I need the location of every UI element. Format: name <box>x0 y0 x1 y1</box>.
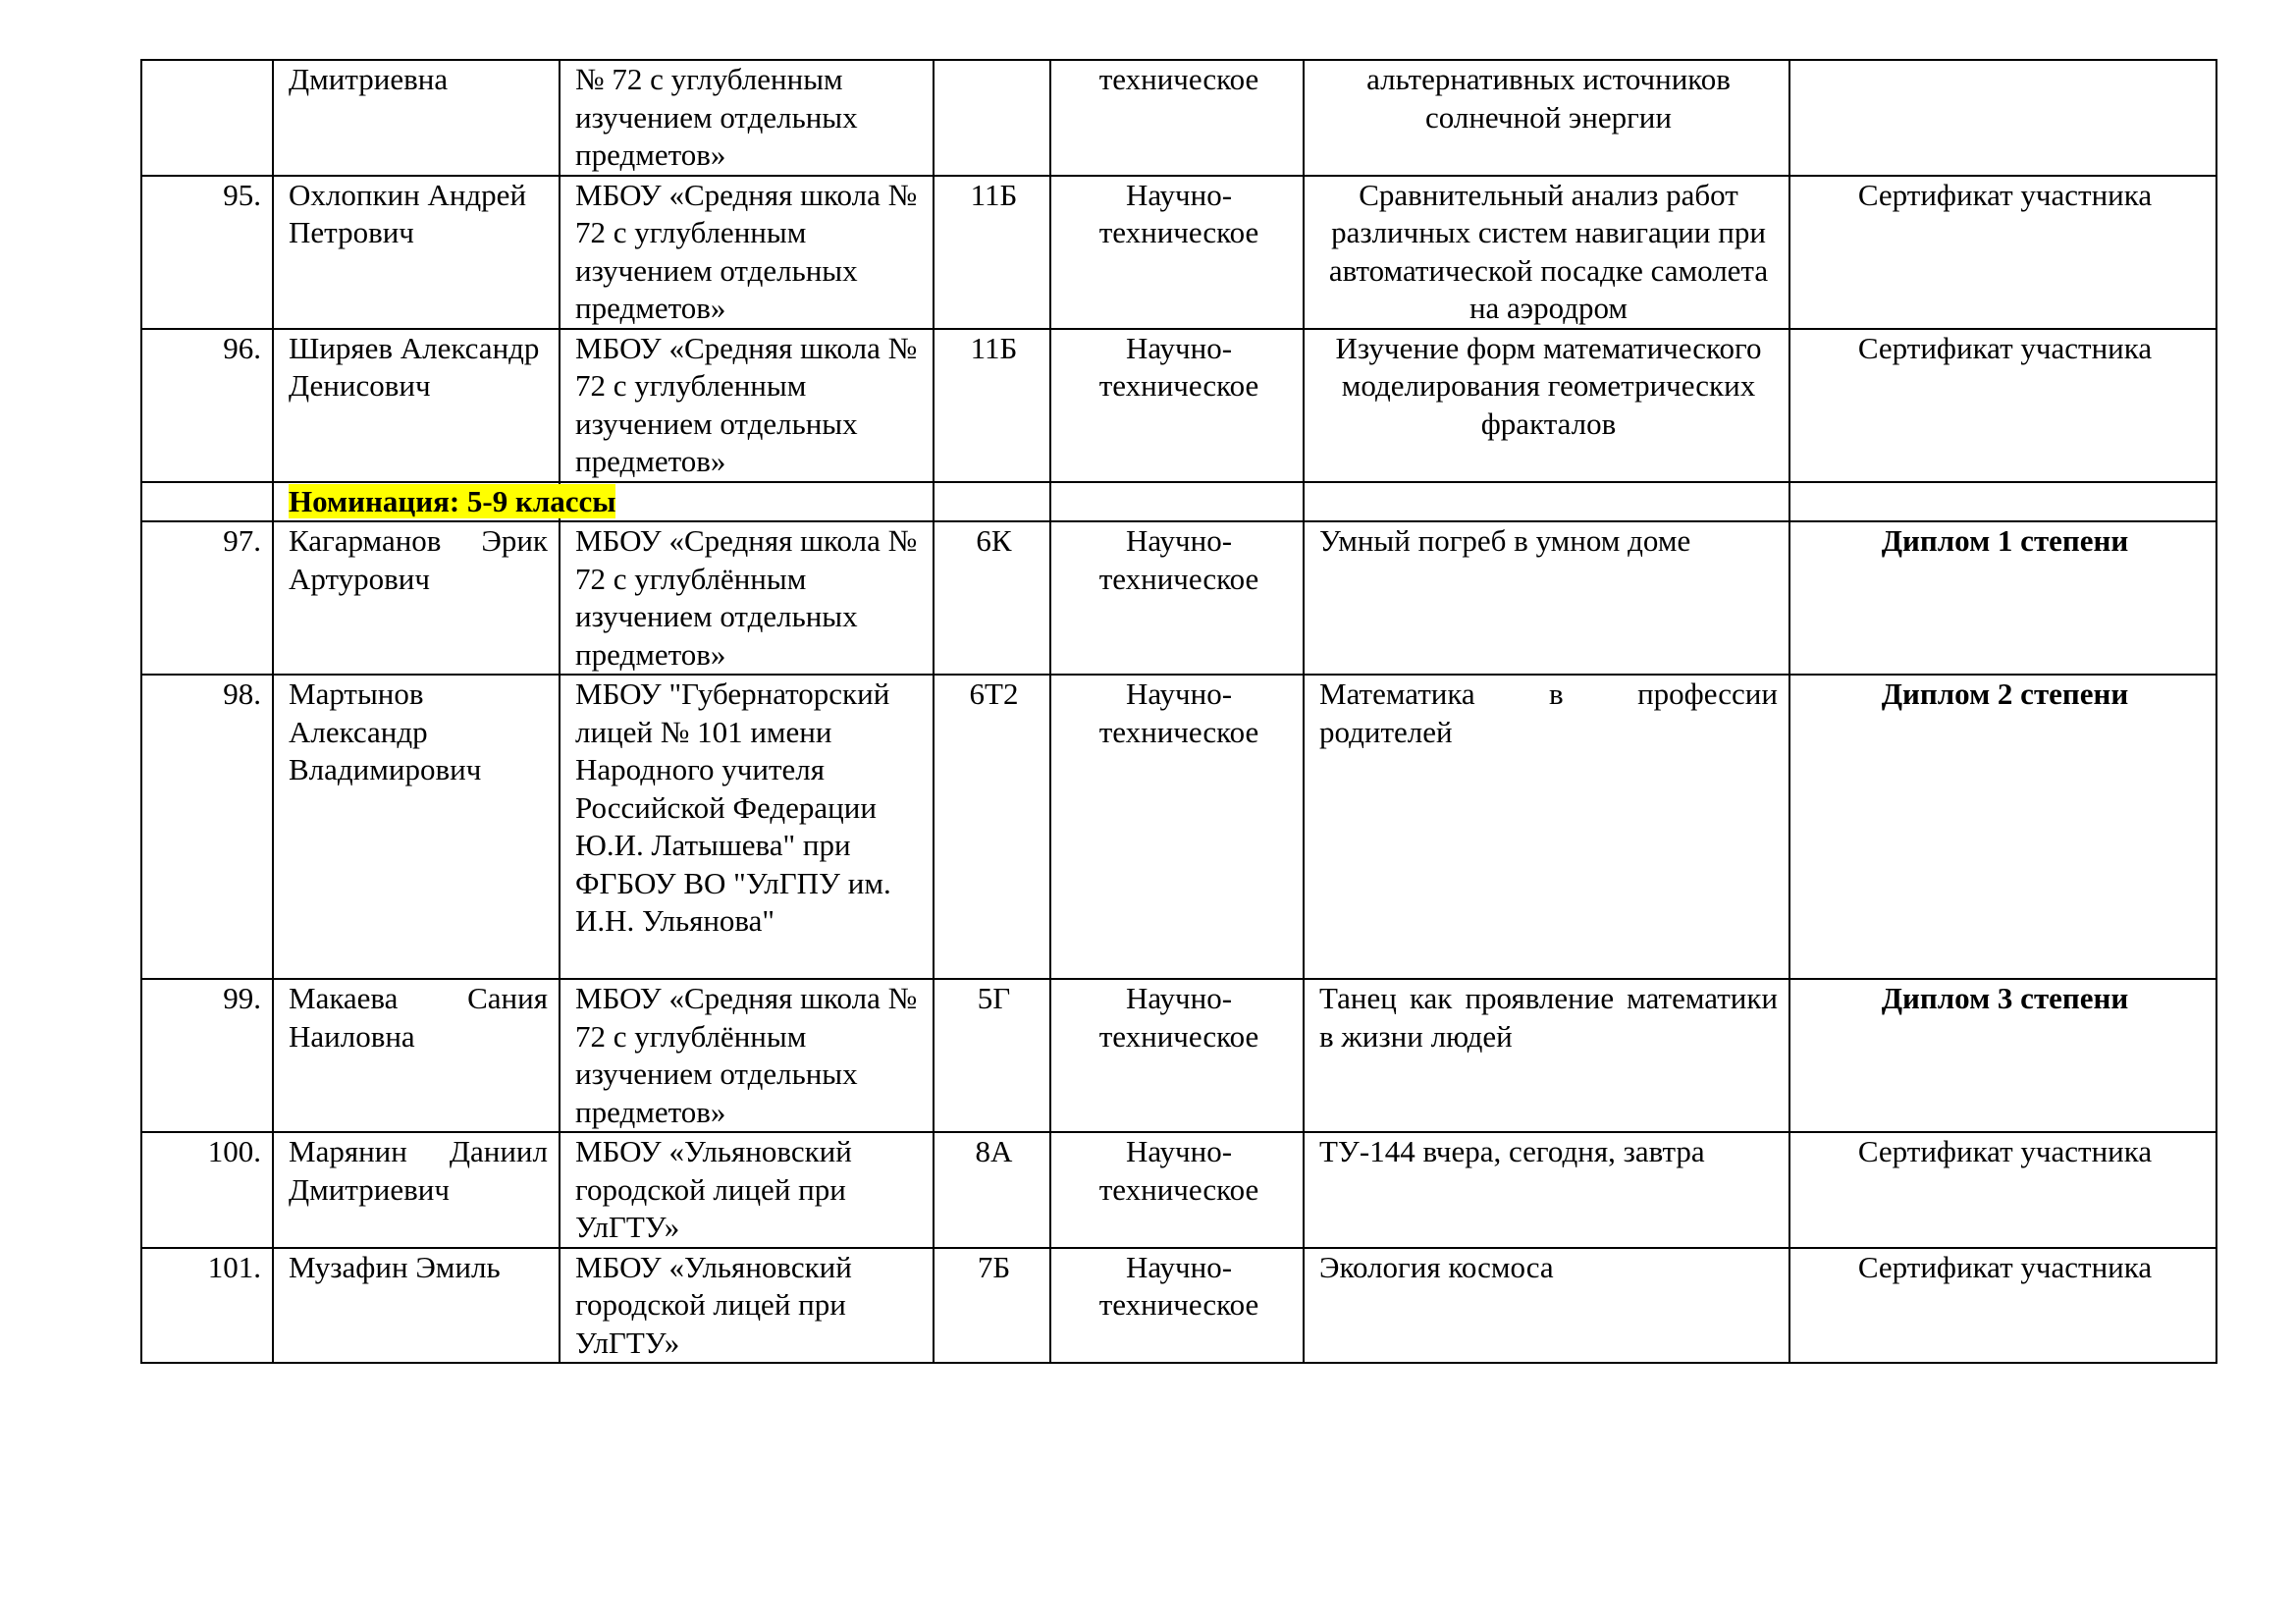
topic-cell: ТУ-144 вчера, сегодня, завтра <box>1304 1132 1789 1248</box>
table-row <box>141 329 2216 482</box>
participant-name-cell: Дмитриевна <box>273 60 560 176</box>
table-row <box>141 1248 2216 1364</box>
direction-cell <box>1050 482 1304 522</box>
class-cell: 11Б <box>934 329 1050 482</box>
table-row <box>141 521 2216 675</box>
participant-name-cell: Охлопкин Андрей Петрович <box>273 176 560 329</box>
table-row <box>141 1132 2216 1248</box>
row-number-cell: 96. <box>141 329 273 482</box>
class-cell <box>934 60 1050 176</box>
direction-cell: Научно-техническое <box>1050 1248 1304 1364</box>
row-number-cell: 97. <box>141 521 273 675</box>
row-number-cell <box>141 60 273 176</box>
result-cell: Сертификат участника <box>1789 176 2216 329</box>
class-cell: 6К <box>934 521 1050 675</box>
result-cell: Диплом 3 степени <box>1789 979 2216 1132</box>
row-number-cell <box>141 482 273 522</box>
topic-cell: Умный погреб в умном доме <box>1304 521 1789 675</box>
topic-cell: Математика в профессии родителей <box>1304 675 1789 979</box>
school-cell: МБОУ «Средняя школа № 72 с углублённым изучением отдельных предметов» <box>560 521 934 675</box>
participant-name-cell: Макаева Сания Наиловна <box>273 979 560 1132</box>
row-number-cell: 100. <box>141 1132 273 1248</box>
direction-cell: техническое <box>1050 60 1304 176</box>
result-cell: Сертификат участника <box>1789 329 2216 482</box>
participant-name-cell: Марянин Даниил Дмитриевич <box>273 1132 560 1248</box>
topic-cell: Танец как проявление математики в жизни людей <box>1304 979 1789 1132</box>
class-cell: 6Т2 <box>934 675 1050 979</box>
table-row <box>141 60 2216 176</box>
result-cell: Диплом 2 степени <box>1789 675 2216 979</box>
school-cell: № 72 с углубленным изучением отдельных предметов» <box>560 60 934 176</box>
participant-name-cell: Кагарманов Эрик Артурович <box>273 521 560 675</box>
topic-cell: Экология космоса <box>1304 1248 1789 1364</box>
participant-name-cell: Мартынов Александр Владимирович <box>273 675 560 979</box>
class-cell <box>934 482 1050 522</box>
direction-cell: Научно-техническое <box>1050 1132 1304 1248</box>
topic-cell: альтернативных источников солнечной энергии <box>1304 60 1789 176</box>
result-cell <box>1789 60 2216 176</box>
direction-cell: Научно-техническое <box>1050 176 1304 329</box>
class-cell: 11Б <box>934 176 1050 329</box>
result-cell: Сертификат участника <box>1789 1132 2216 1248</box>
result-cell: Сертификат участника <box>1789 1248 2216 1364</box>
row-number-cell: 95. <box>141 176 273 329</box>
row-number-cell: 99. <box>141 979 273 1132</box>
table-row <box>141 979 2216 1132</box>
school-cell: МБОУ «Ульяновский городской лицей при УлГТУ» <box>560 1248 934 1364</box>
class-cell: 8А <box>934 1132 1050 1248</box>
topic-cell: Изучение форм математического моделирования геометрических фракталов <box>1304 329 1789 482</box>
table-row <box>141 176 2216 329</box>
school-cell <box>560 482 934 522</box>
class-cell: 7Б <box>934 1248 1050 1364</box>
result-cell <box>1789 482 2216 522</box>
participant-name-cell: Ширяев Александр Денисович <box>273 329 560 482</box>
nomination-row <box>141 482 2216 522</box>
topic-cell <box>1304 482 1789 522</box>
direction-cell: Научно-техническое <box>1050 521 1304 675</box>
direction-cell: Научно-техническое <box>1050 675 1304 979</box>
class-cell: 5Г <box>934 979 1050 1132</box>
participant-name-cell: Музафин Эмиль <box>273 1248 560 1364</box>
result-cell: Диплом 1 степени <box>1789 521 2216 675</box>
nomination-label: Номинация: 5-9 классы <box>289 483 616 518</box>
school-cell: МБОУ "Губернаторский лицей № 101 имени Народного учителя Российской Федерации Ю.И. Латышева" при ФГБОУ ВО "УлГПУ им. И.Н. Ульянова" <box>560 675 934 979</box>
row-number-cell: 98. <box>141 675 273 979</box>
direction-cell: Научно-техническое <box>1050 979 1304 1132</box>
school-cell: МБОУ «Средняя школа № 72 с углубленным изучением отдельных предметов» <box>560 329 934 482</box>
school-cell: МБОУ «Средняя школа № 72 с углубленным изучением отдельных предметов» <box>560 176 934 329</box>
row-number-cell: 101. <box>141 1248 273 1364</box>
direction-cell: Научно-техническое <box>1050 329 1304 482</box>
school-cell: МБОУ «Ульяновский городской лицей при УлГТУ» <box>560 1132 934 1248</box>
table-row <box>141 675 2216 979</box>
school-cell: МБОУ «Средняя школа № 72 с углублённым изучением отдельных предметов» <box>560 979 934 1132</box>
nomination-cell <box>273 482 616 522</box>
topic-cell: Сравнительный анализ работ различных систем навигации при автоматической посадке самолета на аэродром <box>1304 176 1789 329</box>
results-table <box>140 59 2217 1364</box>
